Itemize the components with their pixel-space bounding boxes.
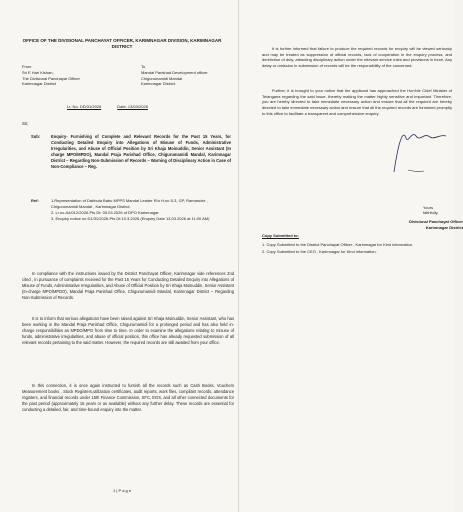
handwritten-signature bbox=[390, 158, 450, 174]
reference-item: 3. Enquiry notice no D1/31/2026-Pts Dt:10.3.2026 (Enquiry Date 13.03.2026 at 11:00 AM) bbox=[51, 216, 210, 222]
subject-label: Sub: bbox=[31, 134, 41, 139]
references-list bbox=[51, 198, 231, 223]
signatory-block bbox=[373, 219, 463, 230]
closing: Yours faithfully, bbox=[423, 205, 439, 215]
letter-number: Lr. No. DD/31/2026 bbox=[67, 104, 102, 109]
copy-submitted-label: Copy Submitted to: bbox=[262, 233, 299, 238]
references-block bbox=[31, 198, 231, 223]
page-number: 1 | P a g e bbox=[113, 488, 132, 493]
copy-item: 2. Copy Submitted to the CEO , Karimnagar for Kind information. bbox=[262, 249, 377, 254]
page-divider bbox=[238, 0, 239, 512]
reference-item: 1.Representation of Dabbula Babu MPPS Mandal Leader R/o H.no 5-3, GP, Ramanche , Chigurumamidi Mandal , Karimnagar District. bbox=[51, 198, 208, 209]
subject-text: Enquiry- Furnishing of Complete and Relevant Records for the Past 15 Years, for Conducting Detailed Enquiry into Allegations of Misuse of Funds, Administrative Irregularities, and Abuse of Official Position by Sri Khaja Moinuddin, Senior Assistant (In charge MPO/MPDO), Mandal Praja Parishad Office, Chigurumamidi Mandal, Karimnagar District – Regarding Non-Submission of Records – Warning of Disciplinary Action in Case of Non-Compliance – Reg. bbox=[51, 134, 231, 169]
references-label: Ref: bbox=[31, 198, 39, 203]
from-line: Sri E Hari Kishan, bbox=[22, 69, 54, 75]
page-one bbox=[5, 5, 238, 507]
to-line: Karimnagar District. bbox=[141, 81, 177, 87]
body-paragraph: In compliance with the instructions issued by the District Panchayat Officer, Karimnagar vide references 2nd cited , in pursuance of complaints received for the Past 15 Years for Conducting Detailed Enquiry into Allegations of Misuse of Funds, Administrative Irregularities, and Abuse of Official Position by Sri Khaja Moinuddin, Senior Assistant (In-charge MPO/MPDO), Mandal Praja Parishad Office, Chigurumamidi Mandal, Karimnagar District – Regarding Non-Submission of Records. bbox=[22, 271, 234, 300]
signatory-line: Karimnagar District bbox=[425, 224, 463, 230]
copies-list bbox=[262, 242, 452, 256]
office-title: OFFICE OF THE DIVISIONAL PANCHAYAT OFFICER, KARIMNAGAR DIVISION, KARIMNAGAR DISTRICT bbox=[22, 38, 222, 50]
body-paragraph: In this connection, it is once again instructed to furnish all the records such as Cash Books, Vouchers Measurement books , Stock Registers,utilization certificates, audit reports, work files, compliant records, attendance registers, and financial records under 15th Finance Commission, SFC, EGS, and all other connected documents for the past period (approximately 15 years or as available) without any further delay. These records are essential for conducting a detailed, fair, and time-bound enquiry into the matter. bbox=[22, 383, 234, 412]
from-block bbox=[22, 64, 80, 87]
to-line: Chigurumamidi Mandal bbox=[141, 75, 183, 81]
letter-reference bbox=[67, 104, 148, 109]
body-paragraph: It is further informed that failure to produce the required records for enquiry will be viewed seriously and may be treated as suppression of official records, lack of cooperation in the enquiry process, and dereliction of duty, attracting disciplinary action under the relevant service rules and provisions in force. Any delay or omission in submission of records will be the responsibility of the concerned. bbox=[262, 46, 452, 69]
to-label: To bbox=[141, 64, 146, 69]
body-paragraph: It is to inform that serious allegations have been raised against Sri Khaja Moinuddin, Senior Assistant, who has been working in the Mandal Praja Parishad Office, Chigurumamidi for a prolonged period and has also held in-charge responsibilities as MPDO/MPO from time to time. In order to examine the allegations relating to misuse of funds, administrative irregularities, and abuse of official position, this office has already requested submission of all relevant records pertaining to the said matter. However, the required records are still awaited from your office. bbox=[22, 316, 234, 345]
page-two bbox=[240, 5, 463, 507]
signatory-line: Divisional Panchayat Officer bbox=[408, 219, 463, 224]
from-label: From bbox=[22, 64, 32, 69]
from-line: The Divisional Panchayat Officer bbox=[22, 75, 80, 81]
to-block bbox=[141, 64, 236, 87]
salutation: Sir, bbox=[22, 121, 29, 126]
from-line: Karimnagar District bbox=[22, 81, 57, 87]
body-paragraph: Further, it is brought to your notice that the applicant has approached the Hon'ble Chief Minister of Telangana regarding the said issue, thereby making the matter highly sensitive and important. Therefore, you are hereby directed to take immediate necessary action and ensure that all the required are hereby directed to take immediate necessary action and ensure that all the required records are furnished promptly to this office to facilitate a transparent and comprehensive enquiry. bbox=[262, 88, 452, 116]
copy-item: 1. Copy Submitted to the District Panchayat Officer , Karimnagar for Kind information. bbox=[262, 242, 414, 247]
subject-block bbox=[31, 134, 231, 170]
to-line: Mandal Parishad Development officer bbox=[141, 69, 208, 75]
reference-item: 2. Lr.no.A4/012/2026-Pts Dt: 05.03.2026 of DPO Karimnagar. bbox=[51, 210, 160, 216]
letter-date: Date: 13/03/2026 bbox=[117, 104, 148, 109]
